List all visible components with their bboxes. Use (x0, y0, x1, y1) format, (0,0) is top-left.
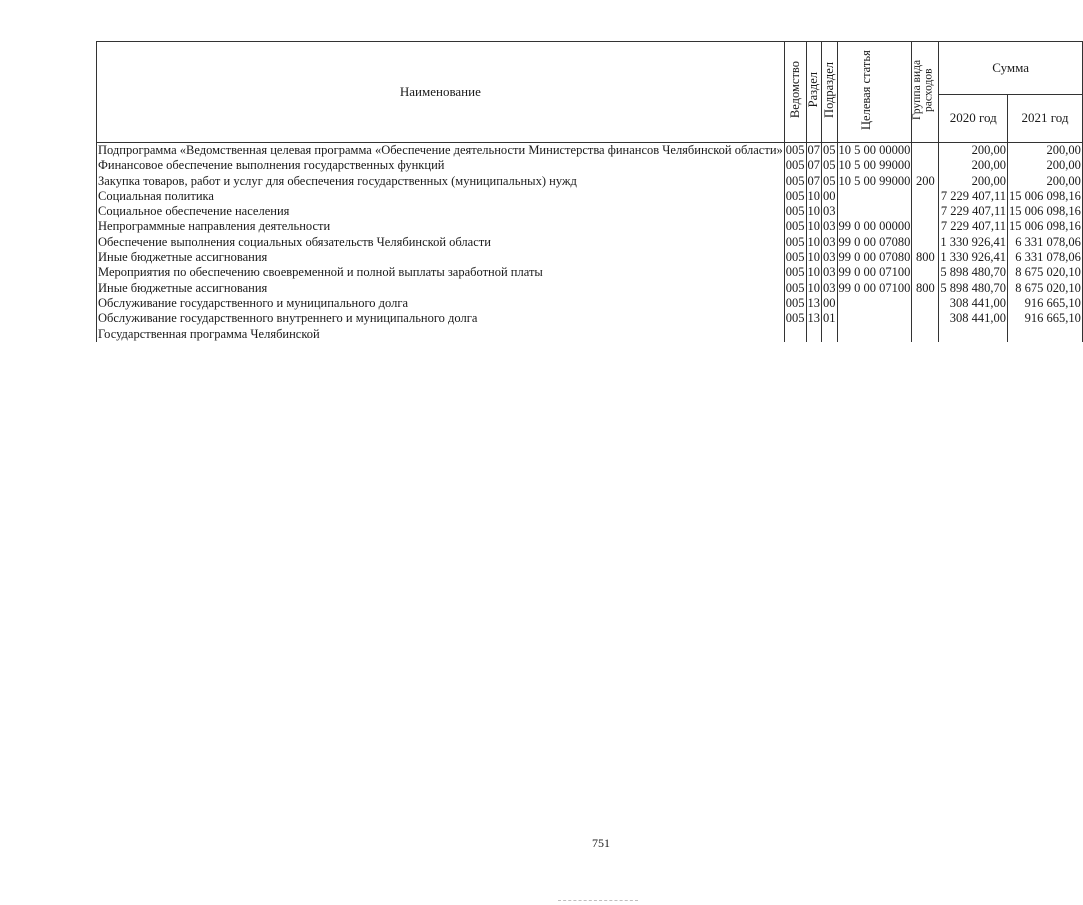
table-row (97, 158, 1083, 173)
table-row (97, 250, 1083, 265)
row-razdel: 07 (807, 158, 821, 173)
row-ved: 005 (785, 158, 805, 173)
row-2020: 7 229 407,11 (940, 188, 1007, 203)
row-2020: 200,00 (939, 143, 1008, 159)
row-ved: 005 (785, 204, 805, 219)
row-ved (784, 327, 806, 342)
row-razdel: 07 (807, 143, 821, 157)
row-name: Подпрограмма «Ведомственная целевая программа «Обеспечение деятельности Министерства финансов Челябинской области» (98, 143, 783, 157)
row-ved: 005 (785, 280, 805, 295)
row-name: Социальная политика (97, 189, 785, 204)
row-group (912, 158, 939, 173)
row-podrazdel: 00 (823, 295, 836, 310)
row-2020: 1 330 926,41 (940, 234, 1007, 249)
header-name: Наименование (97, 42, 785, 143)
row-name: Непрограммные направления деятельности (97, 219, 785, 234)
row-target (837, 311, 912, 326)
row-razdel: 07 (807, 173, 821, 188)
row-2020: 200,00 (939, 174, 1008, 189)
row-target: 99 0 00 07100 (838, 280, 911, 295)
row-podrazdel: 01 (823, 311, 836, 326)
row-ved: 005 (785, 143, 805, 157)
row-podrazdel: 05 (823, 143, 836, 157)
row-podrazdel: 05 (823, 158, 836, 173)
row-podrazdel: 03 (823, 265, 836, 280)
row-2021: 916 665,10 (1008, 296, 1083, 311)
header-razdel: Раздел (806, 42, 822, 143)
row-podrazdel (822, 327, 838, 342)
scan-edge-mark (558, 900, 638, 901)
row-ved: 005 (785, 250, 805, 265)
table-row (97, 174, 1083, 189)
row-2021: 200,00 (1008, 143, 1083, 159)
row-group (912, 143, 939, 159)
row-name: Обслуживание государственного внутреннего и муниципального долга (97, 311, 785, 326)
row-2020 (939, 327, 1008, 342)
row-name: Иные бюджетные ассигнования (97, 281, 785, 296)
row-2021: 200,00 (1008, 158, 1083, 173)
row-name: Обслуживание государственного и муниципального долга (97, 296, 785, 311)
row-razdel: 13 (807, 311, 821, 326)
table-row (97, 143, 1083, 159)
row-ved: 005 (785, 265, 805, 280)
row-2021: 8 675 020,10 (1008, 281, 1083, 296)
row-2020: 200,00 (939, 158, 1008, 173)
row-2020: 5 898 480,70 (940, 280, 1007, 295)
row-2020: 1 330 926,41 (940, 250, 1007, 265)
row-2020: 5 898 480,70 (940, 265, 1007, 280)
row-target: 10 5 00 00000 (838, 143, 911, 157)
row-group (912, 311, 939, 326)
row-2021 (1008, 327, 1083, 342)
table-row (97, 189, 1083, 204)
row-2020: 308 441,00 (939, 296, 1008, 311)
row-group: 200 (912, 174, 939, 189)
row-target (837, 296, 912, 311)
row-2021: 6 331 078,06 (1008, 250, 1083, 265)
row-target (837, 204, 912, 219)
row-razdel (806, 327, 822, 342)
row-podrazdel: 03 (823, 219, 836, 234)
row-group (912, 327, 939, 342)
table-header (97, 42, 1083, 143)
header-expense-group: Группа вида расходов (912, 42, 939, 143)
row-name: Мероприятия по обеспечению своевременной и полной выплаты заработной платы (97, 265, 785, 280)
table-row (97, 296, 1083, 311)
row-ved: 005 (785, 188, 805, 203)
row-2021: 916 665,10 (1008, 311, 1083, 326)
row-ved: 005 (785, 234, 805, 249)
row-name: Иные бюджетные ассигнования (97, 250, 785, 265)
table-row (97, 281, 1083, 296)
row-target: 10 5 00 99000 (838, 158, 911, 173)
row-group: 800 (912, 250, 939, 265)
row-2020: 7 229 407,11 (940, 204, 1007, 219)
row-podrazdel: 03 (823, 234, 836, 249)
header-target-article: Целевая статья (837, 42, 912, 143)
row-name: Закупка товаров, работ и услуг для обеспечения государственных (муниципальных) нужд (97, 174, 785, 189)
header-year-2020: 2020 год (939, 95, 1008, 143)
row-razdel: 10 (807, 250, 821, 265)
row-podrazdel: 03 (823, 204, 836, 219)
row-target (837, 189, 912, 204)
table-row (97, 204, 1083, 219)
row-razdel: 10 (807, 204, 821, 219)
row-group (912, 204, 939, 219)
table-row (97, 311, 1083, 326)
row-name: Государственная программа Челябинской (97, 327, 785, 342)
row-group (912, 189, 939, 204)
row-name: Обеспечение выполнения социальных обязательств Челябинской области (97, 235, 785, 250)
row-podrazdel: 00 (823, 188, 836, 203)
row-group (912, 296, 939, 311)
table-body (97, 143, 1083, 342)
row-razdel: 10 (807, 234, 821, 249)
table-row (97, 219, 1083, 234)
header-year-2021: 2021 год (1008, 95, 1083, 143)
header-sum: Сумма (939, 42, 1083, 95)
row-target: 10 5 00 99000 (838, 173, 911, 188)
row-razdel: 10 (807, 265, 821, 280)
row-target (837, 327, 912, 342)
row-group: 800 (912, 281, 939, 296)
row-2020: 7 229 407,11 (940, 219, 1007, 234)
row-2021: 15 006 098,16 (1009, 188, 1081, 203)
row-2021: 200,00 (1008, 174, 1083, 189)
row-target: 99 0 00 07080 (838, 234, 911, 249)
row-ved: 005 (785, 173, 805, 188)
row-2021: 15 006 098,16 (1009, 204, 1081, 219)
row-razdel: 10 (807, 280, 821, 295)
row-target: 99 0 00 00000 (838, 219, 911, 234)
row-ved: 005 (785, 311, 805, 326)
row-group (912, 235, 939, 250)
row-2020: 308 441,00 (939, 311, 1008, 326)
row-ved: 005 (785, 219, 805, 234)
table-row (97, 327, 1083, 342)
header-vedomstvo: Ведомство (784, 42, 806, 143)
row-podrazdel: 03 (823, 280, 836, 295)
row-group (912, 219, 939, 234)
row-name: Финансовое обеспечение выполнения государственных функций (97, 158, 785, 173)
row-target: 99 0 00 07080 (838, 250, 911, 265)
row-group (912, 265, 939, 280)
row-target: 99 0 00 07100 (838, 265, 911, 280)
header-podrazdel: Подраздел (822, 42, 838, 143)
row-razdel: 13 (807, 295, 821, 310)
page-number: 751 (592, 836, 610, 850)
row-2021: 6 331 078,06 (1008, 235, 1083, 250)
row-razdel: 10 (807, 219, 821, 234)
table-row (97, 265, 1083, 280)
row-2021: 15 006 098,16 (1009, 219, 1081, 234)
row-podrazdel: 03 (823, 250, 836, 265)
row-name: Социальное обеспечение населения (97, 204, 785, 219)
row-razdel: 10 (807, 188, 821, 203)
row-ved: 005 (785, 295, 805, 310)
table-row (97, 235, 1083, 250)
budget-table (96, 41, 1083, 342)
row-podrazdel: 05 (823, 173, 836, 188)
row-2021: 8 675 020,10 (1008, 265, 1083, 280)
